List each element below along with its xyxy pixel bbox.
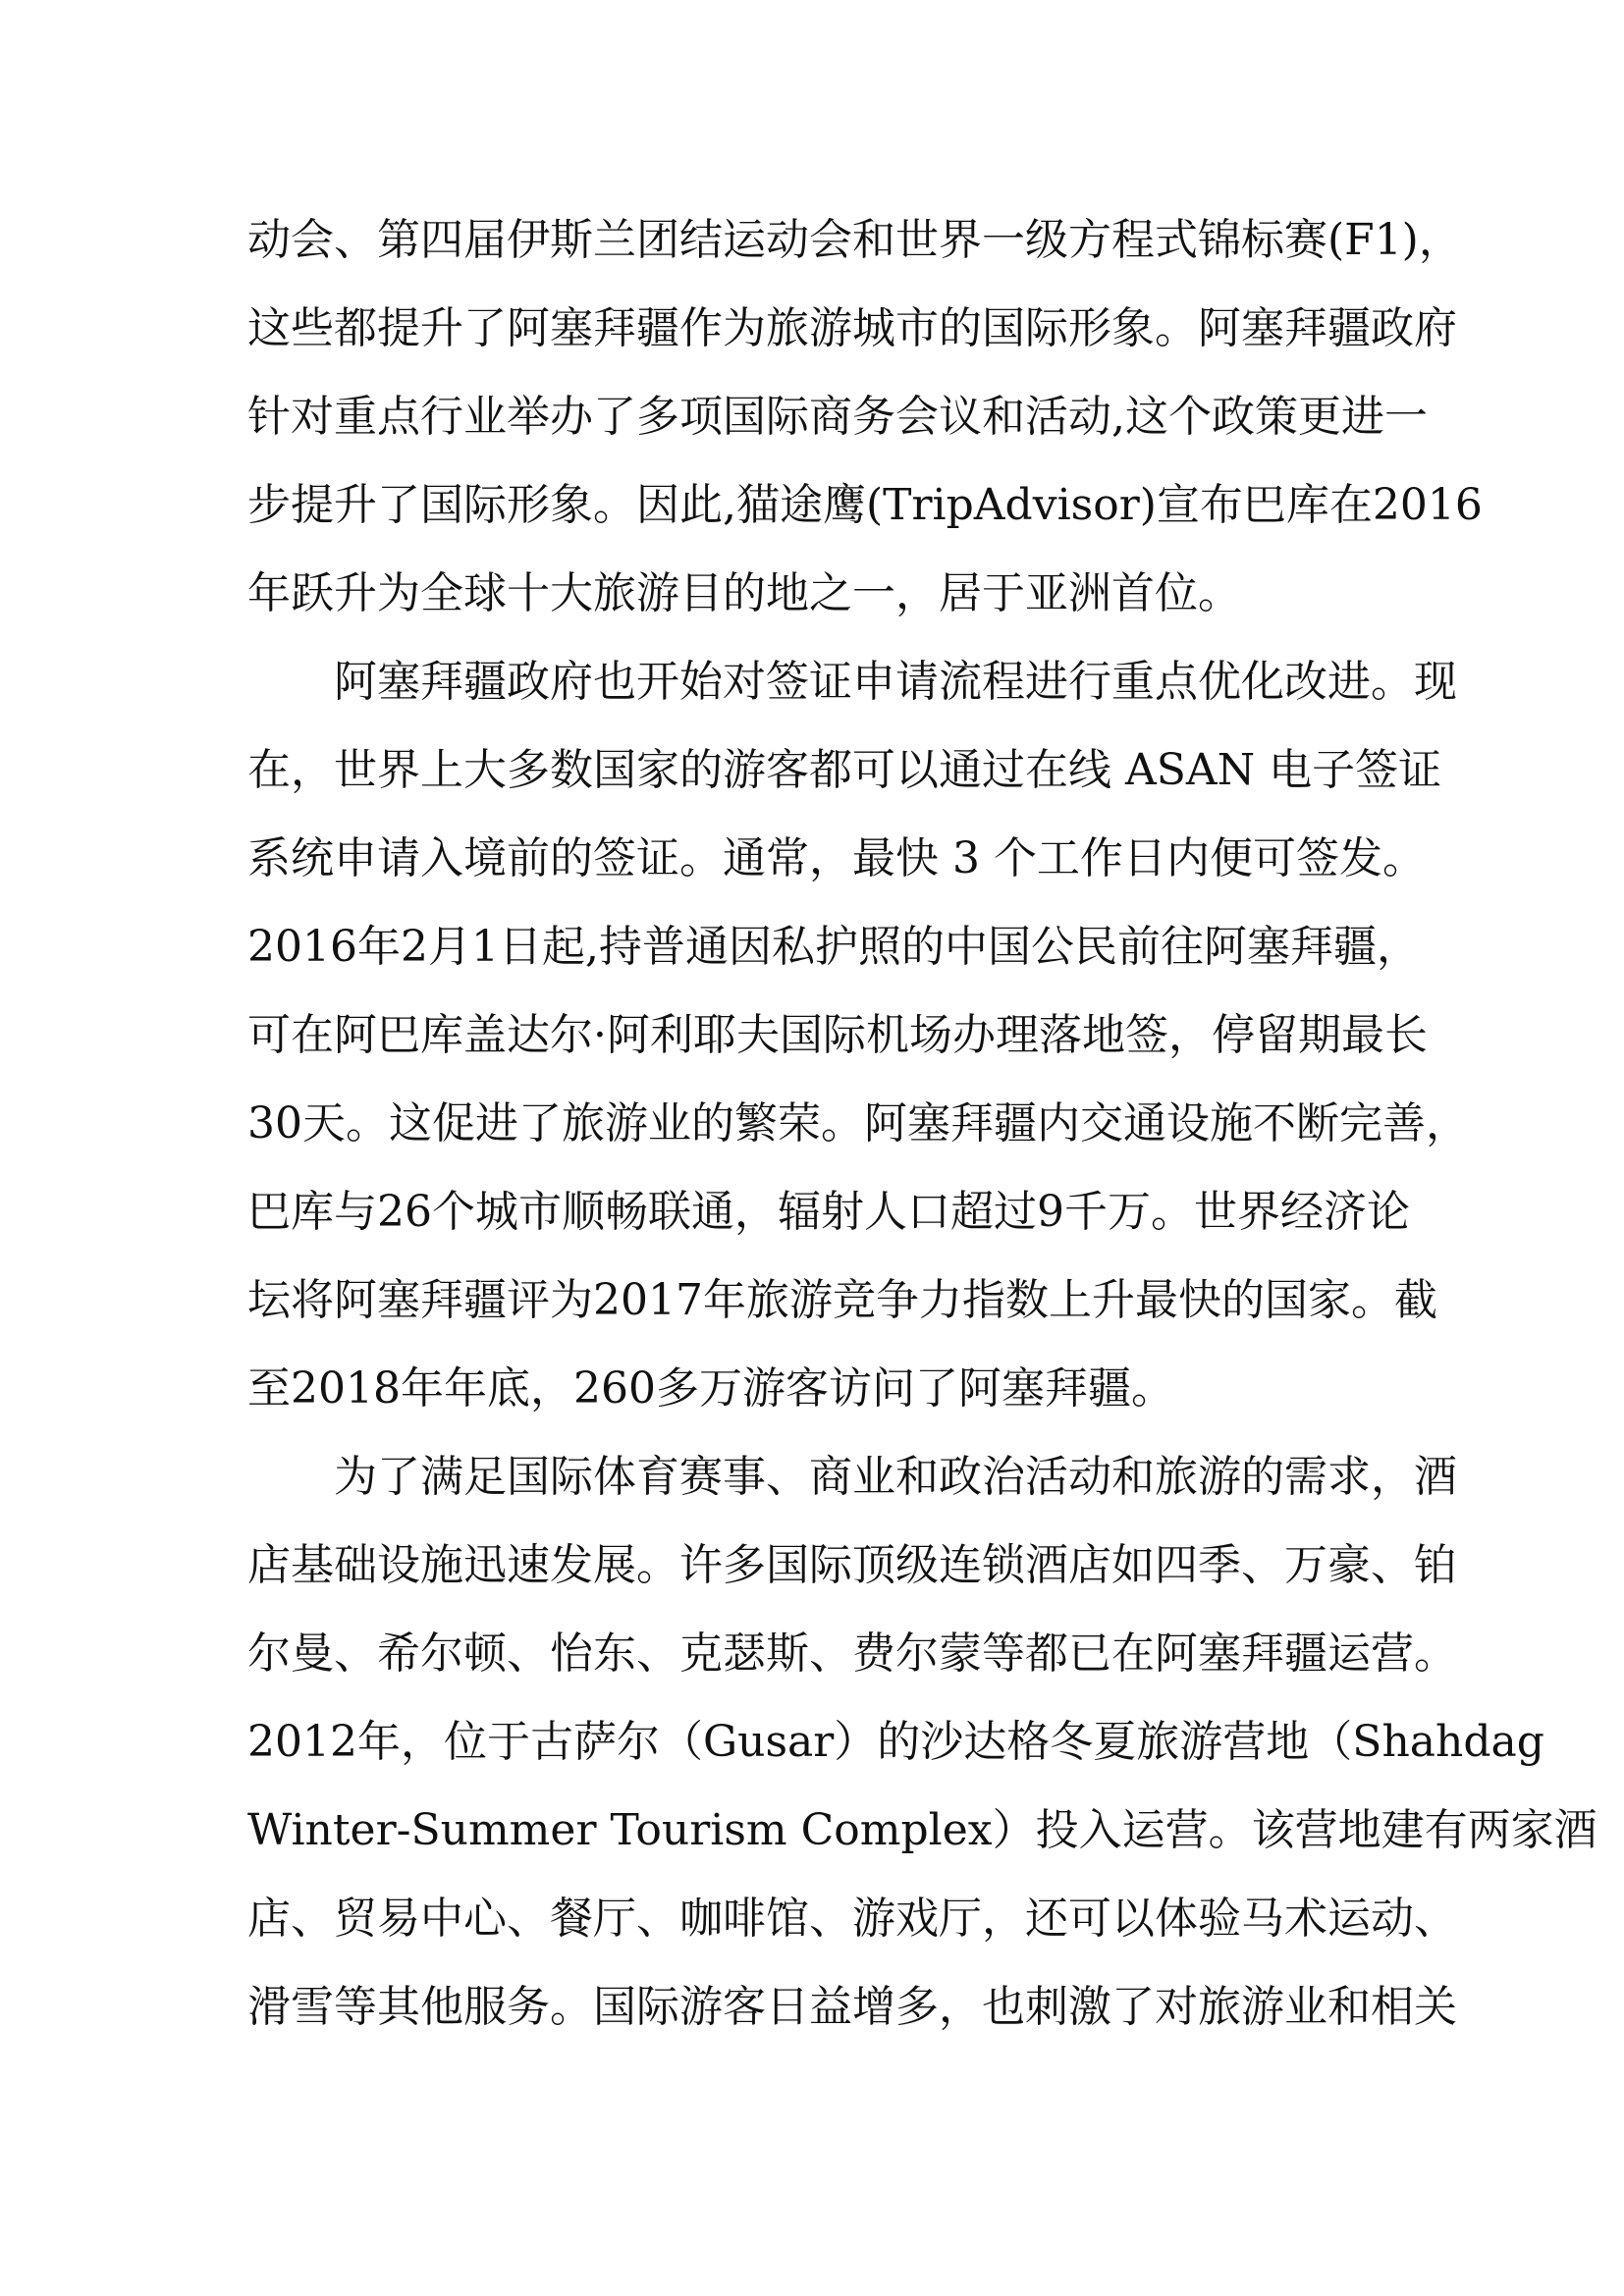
text-line: 店基础设施迅速发展。许多国际顶级连锁酒店如四季、万豪、铂 <box>247 1540 1457 1590</box>
text-line: 至2018年年底，260多万游客访问了阿塞拜疆。 <box>247 1363 1174 1414</box>
text-line: 在，世界上大多数国家的游客都可以通过在线 ASAN 电子签证 <box>247 745 1442 795</box>
text-line: 2016年2月1日起,持普通因私护照的中国公民前往阿塞拜疆， <box>247 922 1420 972</box>
text-line: 可在阿巴库盖达尔·阿利耶夫国际机场办理落地签，停留期最长 <box>247 1010 1428 1060</box>
text-line: 阿塞拜疆政府也开始对签证申请流程进行重点优化改进。现 <box>334 657 1457 707</box>
text-line: 30天。这促进了旅游业的繁荣。阿塞拜疆内交通设施不断完善， <box>247 1098 1469 1148</box>
text-line: 巴库与26个城市顺畅联通，辐射人口超过9千万。世界经济论 <box>247 1187 1410 1237</box>
paragraph-1 <box>247 196 1483 638</box>
text-line: 动会、第四届伊斯兰团结运动会和世界一级方程式锦标赛(F1)， <box>247 215 1462 265</box>
text-line: 为了满足国际体育赛事、商业和政治活动和旅游的需求，酒 <box>334 1452 1457 1502</box>
text-line: 坛将阿塞拜疆评为2017年旅游竞争力指数上升最快的国家。截 <box>247 1275 1437 1325</box>
text-line: Winter-Summer Tourism Complex）投入运营。该营地建有两家酒 <box>247 1805 1597 1855</box>
body-text <box>247 196 1597 2052</box>
text-line: 年跃升为全球十大旅游目的地之一，居于亚洲首位。 <box>247 568 1241 618</box>
text-line: 步提升了国际形象。因此,猫途鹰(TripAdvisor)宣布巴库在2016 <box>247 480 1483 530</box>
paragraph-2 <box>247 638 1469 1433</box>
text-line: 这些都提升了阿塞拜疆作为旅游城市的国际形象。阿塞拜疆政府 <box>247 303 1457 353</box>
text-line: 滑雪等其他服务。国际游客日益增多，也刺激了对旅游业和相关 <box>247 1982 1457 2032</box>
text-line: 系统申请入境前的签证。通常，最快 3 个工作日内便可签发。 <box>247 833 1426 883</box>
text-line: 2012年，位于古萨尔（Gusar）的沙达格冬夏旅游营地（Shahdag <box>247 1717 1544 1767</box>
text-line: 店、贸易中心、餐厅、咖啡馆、游戏厅，还可以体验马术运动、 <box>247 1894 1457 1944</box>
paragraph-3 <box>247 1433 1597 2052</box>
text-line: 尔曼、希尔顿、怡东、克瑟斯、费尔蒙等都已在阿塞拜疆运营。 <box>247 1629 1457 1679</box>
text-line: 针对重点行业举办了多项国际商务会议和活动,这个政策更进一 <box>247 392 1428 442</box>
